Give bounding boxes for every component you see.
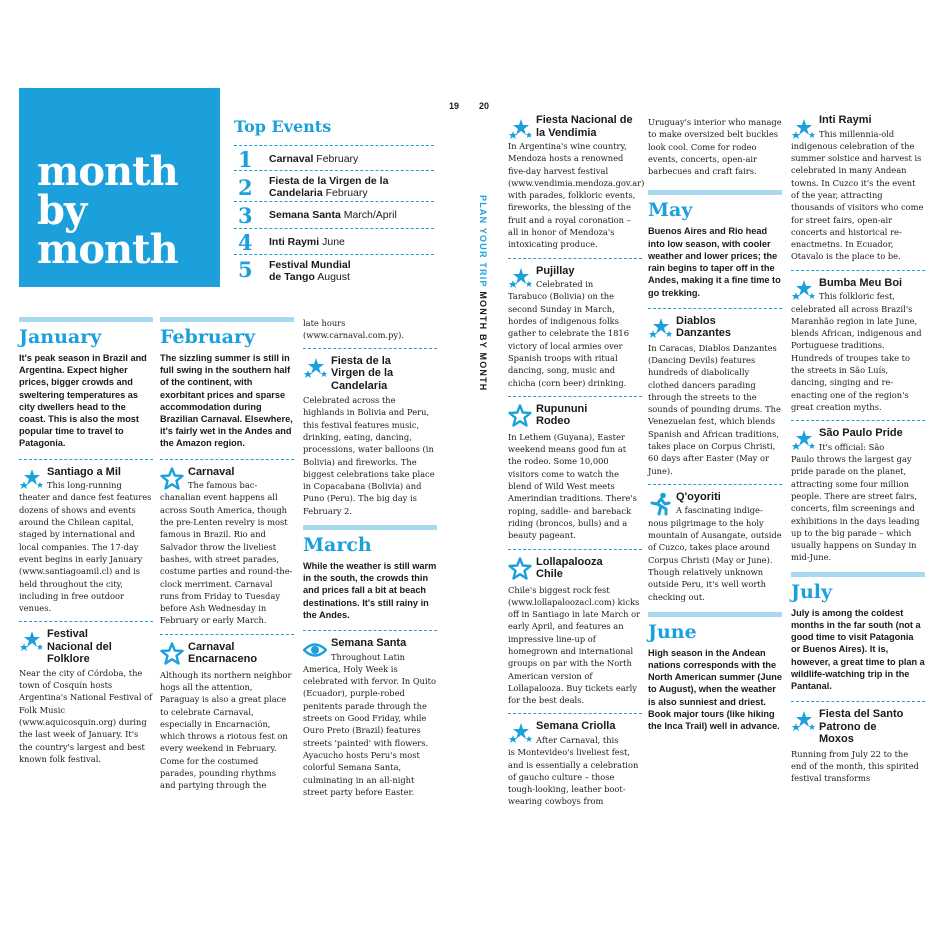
- runner-icon: [648, 492, 672, 516]
- event-inti-raymi: [791, 110, 925, 263]
- event-body: theater and dance fest features dozens of shows and events around the Chilean capital, staged by international and local companies. The 17-day event begins in early January (www.santiagoamil.cl) and is held throughout the city, including in free outdoor venues.: [19, 492, 152, 614]
- stars-icon: [19, 629, 43, 653]
- month-intro: While the weather is still warm in the south, the crowds thin and prices fall a bit at beach destinations. It's still rainy in the Andes.: [303, 561, 437, 620]
- stars-icon: [508, 266, 532, 290]
- top-event-name: Inti Raymi: [269, 236, 320, 248]
- star-icon: [160, 642, 184, 666]
- event-name: Festival Nacional del Folklore: [47, 628, 112, 666]
- event-name: Bumba Meu Boi: [819, 276, 903, 289]
- event-name: Rupununi Rodeo: [536, 402, 588, 428]
- event-body: Although its northern neighbor hogs all the attention, Paraguay is also a great place to celebrate Carnaval, especially in Encarnación, which throws a riotous fest on every weekend in February. Come for the costumed parades, pounding rhythms and partying through the: [160, 669, 292, 791]
- month-intro: July is among the coldest months in the far south (not a good time to visit Patagonia or Buenos Aires). It is, however, a great time to plan a wildlife-watching trip in the Pantanal.: [791, 607, 925, 691]
- column-march: [303, 317, 437, 798]
- month-intro: High season in the Andean nations corresponds with the North American summer (June to August), when the weather is also sunniest and driest. Book major tours (like hiking the Inca Trail) well in advance.: [648, 647, 782, 732]
- event-lead: Throughout Latin: [331, 651, 405, 662]
- month-intro: The sizzling summer is still in full swing in the southern half of the continent, with exorbitant prices and sparse accommodation during Brazilian Carnaval. Elsewhere, it's fairly wet in the Andes and the Amazon region.: [160, 353, 293, 449]
- event-lead: This millennia-old: [819, 128, 895, 139]
- event-lead: This long-running: [47, 480, 122, 491]
- title-line-3: month: [37, 226, 178, 273]
- top-event-number: 3: [238, 203, 253, 228]
- event-lead: It's official: São: [819, 441, 885, 452]
- top-event-month: February: [316, 153, 359, 165]
- event-fiesta-nacional-de-la-vendimia: [508, 110, 645, 251]
- top-event-month: March/April: [343, 209, 397, 221]
- event-body: Near the city of Córdoba, the town of Cosquín hosts Argentina's National Festival of Folk Music (www.aquicosquin.org) during the last week of January. It's the country's largest and best known folk festival.: [19, 667, 153, 764]
- event-name: Fiesta del Santo Patrono de Moxos: [819, 708, 904, 746]
- event-name: Santiago a Mil: [47, 465, 121, 478]
- event-carnaval: [160, 459, 294, 627]
- section-bar: [19, 317, 153, 322]
- event-name: Semana Santa: [331, 637, 407, 650]
- event-name: São Paulo Pride: [819, 427, 903, 440]
- event-fiesta-del-santo-patrono-de-moxos: [791, 701, 925, 784]
- section-bar: [303, 525, 437, 530]
- stars-icon: [303, 356, 327, 380]
- title-line-2: by: [37, 187, 87, 234]
- event-festival-nacional-del-folklore: [19, 621, 153, 765]
- top-event-number: 1: [238, 147, 253, 172]
- month-heading: February: [160, 326, 256, 348]
- eye-icon: [303, 638, 327, 662]
- section-bar: [791, 572, 925, 577]
- star-icon: [508, 404, 532, 428]
- column-april: [508, 110, 645, 808]
- event-name: Carnaval Encarnaceno: [188, 640, 258, 666]
- top-event-number: 2: [238, 175, 253, 200]
- top-event-1: [234, 145, 434, 170]
- month-heading: June: [648, 620, 697, 643]
- stars-icon: [791, 117, 815, 141]
- event-semana-criolla: [508, 713, 642, 807]
- event-body: chanalian event happens all across South America, though the pre-Lenten revelry is most famous in Brazil. Rio and Salvador throw the liveliest bashes, with street parades, costume parties and round-the-clock merriment. Carnaval runs from Friday to Tuesday before Ash Wednesday in February or early March.: [160, 492, 293, 626]
- event-name: Semana Criolla: [536, 720, 616, 733]
- top-event-3: [234, 201, 434, 228]
- top-event-number: 4: [238, 230, 253, 255]
- event-name: Inti Raymi: [819, 114, 872, 126]
- event-body: Celebrated across the highlands in Bolivia and Peru, this festival features music, drinking, eating, dancing, processions, water balloons (in Bolivia) and fireworks. The biggest celebrations take place in Copacabana (Bolivia) and Puno (Peru). The big day is February 2.: [303, 395, 435, 516]
- event-sao-paulo-pride: [791, 420, 925, 563]
- title-line-1: month: [37, 148, 178, 195]
- event-semana-santa: [303, 630, 437, 798]
- event-lead: The famous bac-: [188, 480, 258, 491]
- event-body: Tarabuco (Bolivia) on the second Sunday in March, hordes of indigenous folks gather to celebrate the 1816 victory of local armies over Spanish troops with ritual dancing, song, music and chicha (corn beer) drinking.: [508, 291, 629, 388]
- month-heading: July: [791, 580, 833, 603]
- column-may-june: [648, 116, 782, 732]
- event-fiesta-de-la-virgen-de-la-candelaria: [303, 348, 437, 517]
- event-lead: Celebrated in: [536, 279, 594, 290]
- page-number-left: 19: [449, 101, 460, 111]
- top-event-5: [234, 254, 434, 285]
- event-body: In Caracas, Diablos Danzantes (Dancing Devils) features hundreds of diabolically clothed dancers parading through the streets to the sounds of pounding drums. The Venezuelan fest, which blends Spanish and African traditions, takes place on Corpus Christi, 60 days after Easter (May or June).: [648, 342, 781, 476]
- event-body: indigenous celebration of the summer solstice and harvest is celebrated in many Andean towns. In Cuzco it's the event of the year, attracting thousands of visitors who come for street fairs, open-air concerts and historical re-enactmetns. In Ecuador, Otavalo is the place to be.: [791, 140, 924, 262]
- event-rupununi-rodeo: [508, 396, 642, 542]
- event-body: is Montevideo's liveliest fest, and is essentially a celebration of gaucho culture – those tough-looking, leather boot-wearing cowboys from: [508, 747, 639, 807]
- column-february: [160, 317, 294, 792]
- event-body: Running from July 22 to the end of the month, this spirited festival transforms: [791, 748, 919, 784]
- section-bar: [648, 190, 782, 195]
- month-intro: It's peak season in Brazil and Argentina. Expect higher prices, bigger crowds and sweltering temperatures as city dwellers head to the coast. This is also the most popular time to travel to Patagonia.: [19, 353, 147, 449]
- event-body: celebrated all across Brazil's Maranhão region in late June, blends African, indigenous and Portuguese traditions. Hundreds of troupes take to the streets in São Luís, dancing, singing and re-enacting one of the region's great creation myths.: [791, 303, 922, 412]
- top-event-month: August: [317, 271, 350, 283]
- top-event-number: 5: [238, 257, 253, 282]
- title-box: [19, 88, 220, 287]
- stars-icon: [508, 117, 532, 141]
- stars-icon: [791, 709, 815, 733]
- side-label-accent: PLAN YOUR TRIP: [478, 195, 488, 288]
- top-event-4: [234, 228, 434, 255]
- event-lollapalooza-chile: [508, 549, 642, 707]
- event-lead: This folkloric fest,: [819, 291, 895, 302]
- top-event-name: Semana Santa: [269, 209, 341, 221]
- event-name: Carnaval: [188, 465, 235, 478]
- stars-icon: [648, 316, 672, 340]
- side-label-rest: MONTH BY MONTH: [478, 287, 488, 392]
- side-running-head: [478, 195, 488, 392]
- top-event-month: June: [322, 236, 345, 248]
- column-june-july: [791, 110, 925, 785]
- month-intro: Buenos Aires and Rio head into low season, with cooler weather and lower prices; the rain begins to taper off in the Andes, making it a fine time to go trekking.: [648, 226, 781, 298]
- event-name: Pujillay: [536, 264, 575, 277]
- event-body: Chile's biggest rock fest (www.lollapaloozacl.com) kicks off in Santiago in late March or early April, and features an impressive line-up of homegrown and international groups on par with the North American version of Lollapalooza. Buy tickets early for the best deals.: [508, 584, 641, 706]
- event-name: Diablos Danzantes: [676, 314, 732, 340]
- stars-icon: [508, 721, 532, 745]
- event-body: In Lethem (Guyana), Easter weekend means good fun at the rodeo. Some 10,000 visitors come to watch the blend of Wild West meets Amerindian traditions. There's roping, saddle- and bareback riding (broncos, bulls) and a beauty pageant.: [508, 431, 637, 541]
- event-name: Fiesta de la Virgen de la Candelaria: [331, 354, 394, 392]
- event-name: Lollapalooza Chile: [536, 555, 603, 581]
- event-bumba-meu-boi: [791, 270, 925, 413]
- stars-icon: [791, 278, 815, 302]
- event-diablos-danzantes: [648, 308, 782, 477]
- event-lead: A fascinating indige-: [676, 505, 763, 516]
- continued-text: Uruguay's interior who manage to make oversized belt buckles look cool. Come for rodeo events, concerts, open-air barbecues and craft fairs.: [648, 117, 782, 177]
- stars-icon: [791, 428, 815, 452]
- event-name: Q'oyoriti: [676, 490, 721, 503]
- page-number-right: 20: [479, 101, 490, 111]
- top-event-name: Festival Mundial de Tango: [269, 259, 351, 283]
- column-january: [19, 317, 153, 765]
- event-body: Paulo throws the largest gay pride parade on the planet, attracting some four million people. There are street fairs, concerts, film screenings and exhibitions in the days leading up to the big parade – which usually happens on Sunday in mid-June.: [791, 454, 920, 563]
- section-bar: [648, 612, 782, 617]
- event-qoyoriti: [648, 484, 782, 603]
- page-title: [37, 148, 178, 273]
- top-events-heading: Top Events: [234, 117, 332, 136]
- continued-text: late hours (www.carnaval.com.py).: [303, 318, 404, 341]
- top-event-month: February: [325, 187, 368, 199]
- top-event-2: [234, 170, 434, 203]
- event-body: In Argentina's wine country, Mendoza hosts a renowned five-day harvest festival (www.vendimia.mendoza.gov.ar) with parades, folkloric events, fireworks, the blessing of the fruit and a royal coronation – all in honor of Mendoza's intoxicating produce.: [508, 141, 645, 250]
- event-carnaval-encarnaceno: [160, 634, 294, 792]
- event-pujillay: [508, 258, 642, 389]
- event-body: America, Holy Week is celebrated with fervor. In Quito (Ecuador), purple-robed penitents parade through the streets on Good Friday, while Ouro Preto (Brazil) features streets 'painted' with flowers. Ayacucho hosts Peru's most colorful Semana Santa, culminating in an all-night street party before Easter.: [303, 663, 436, 797]
- month-heading: March: [303, 534, 372, 557]
- top-event-name: Carnaval: [269, 153, 314, 165]
- month-heading: January: [19, 326, 102, 348]
- event-body: nous pilgrimage to the holy mountain of Ausangate, outside of Cuzco, takes place around Corpus Christi (May or June). Though relatively unknown outside Peru, it's well worth checking out.: [648, 517, 782, 602]
- top-event-name: Fiesta de la Virgen de la Candelaria: [269, 175, 389, 199]
- event-name: Fiesta Nacional de la Vendimia: [536, 114, 633, 139]
- section-bar: [160, 317, 294, 322]
- month-heading: May: [648, 199, 693, 222]
- stars-icon: [19, 467, 43, 491]
- event-santiago-a-mil: [19, 459, 153, 615]
- star-icon: [508, 557, 532, 581]
- event-lead: After Carnaval, this: [536, 734, 619, 745]
- star-icon: [160, 467, 184, 491]
